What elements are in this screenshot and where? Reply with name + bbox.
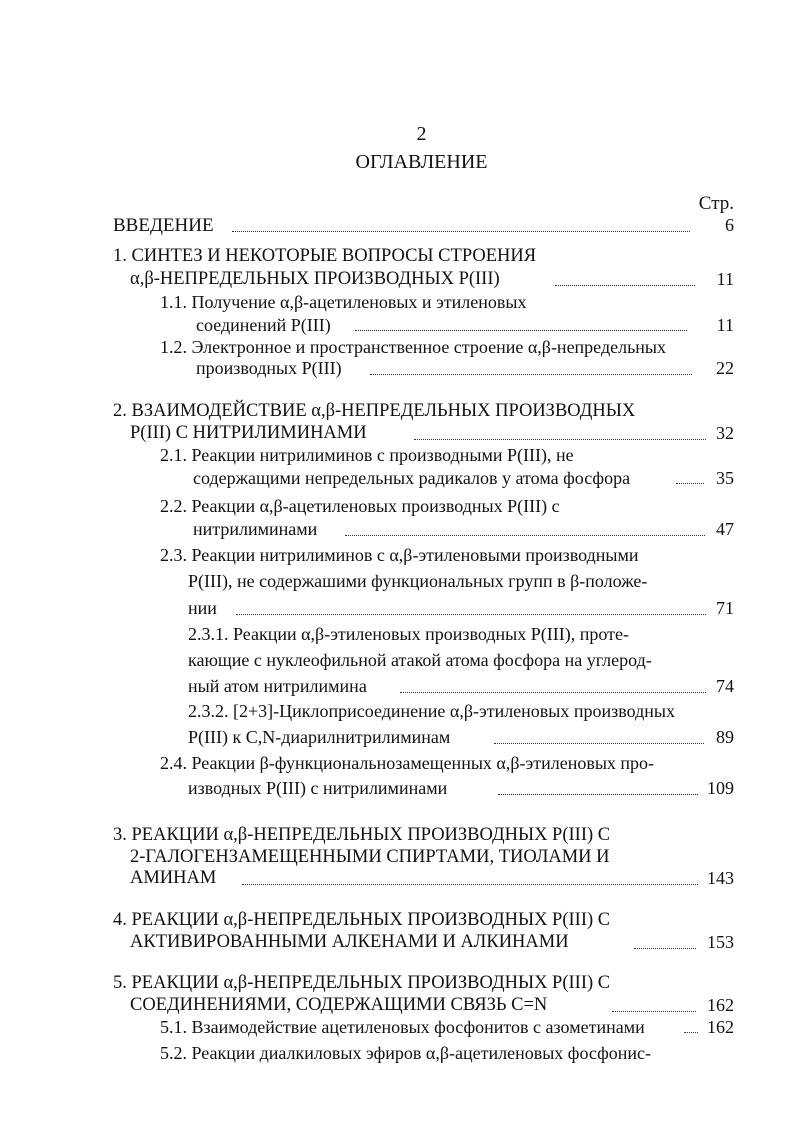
toc-s1-1-title: 1.1. Получение α,β-ацетиленовых и этиленовых xyxy=(160,292,527,312)
toc-s5-2-title: 5.2. Реакции диалкиловых эфиров α,β-ацетиленовых фосфонис- xyxy=(160,1043,652,1063)
toc-s2-3-title: 2.3. Реакции нитрилиминов с α,β-этиленовыми производными xyxy=(160,545,639,565)
toc-s3-title-cont: АМИНАМ xyxy=(130,868,217,888)
toc-s2-1-page: 35 xyxy=(716,468,734,488)
page-number: 2 xyxy=(416,123,427,145)
toc-s2-page: 32 xyxy=(716,423,734,443)
toc-s5-1-title: 5.1. Взаимодействие ацетиленовых фосфонитов с азометинами xyxy=(160,1017,645,1037)
toc-s2-3-2-title: 2.3.2. [2+3]-Циклоприсоединение α,β-этиленовых производных xyxy=(188,701,676,721)
toc-leader xyxy=(494,743,704,744)
toc-leader xyxy=(242,884,698,885)
toc-s4-page: 153 xyxy=(707,932,734,952)
toc-s2-1-title-cont: содержащими непредельных радикалов у атома фосфора xyxy=(193,468,631,488)
toc-s1-title-cont: α,β-НЕПРЕДЕЛЬНЫХ ПРОИЗВОДНЫХ P(III) xyxy=(130,269,500,289)
toc-s2-4-title-cont: изводных P(III) с нитрилиминами xyxy=(188,778,448,798)
toc-s5-1-page: 162 xyxy=(707,1017,734,1037)
toc-leader xyxy=(498,794,698,795)
toc-s2-3-1-title-cont: ный атом нитрилимина xyxy=(188,676,367,696)
toc-leader xyxy=(414,439,706,440)
toc-s2-2-title: 2.2. Реакции α,β-ацетиленовых производных P(III) с xyxy=(160,496,560,516)
toc-s2-3-1-title: 2.3.1. Реакции α,β-этиленовых производных P(III), проте- xyxy=(188,624,629,644)
toc-s1-1-page: 11 xyxy=(716,315,734,335)
toc-leader xyxy=(400,692,706,693)
toc-leader xyxy=(232,231,690,232)
toc-s2-3-2-page: 89 xyxy=(716,727,734,747)
toc-leader xyxy=(612,1011,696,1012)
toc-leader xyxy=(676,483,704,484)
toc-s1-2-title: 1.2. Электронное и пространственное строение α,β-непредельных xyxy=(160,337,667,357)
toc-s2-title: 2. ВЗАИМОДЕЙСТВИЕ α,β-НЕПРЕДЕЛЬНЫХ ПРОИЗВОДНЫХ xyxy=(113,401,636,421)
toc-intro-page: 6 xyxy=(725,215,734,235)
toc-s2-3-1-title-cont: кающие с нуклеофильной атакой атома фосфора на углерод- xyxy=(188,650,652,670)
toc-leader xyxy=(370,374,692,375)
page-title: ОГЛАВЛЕНИЕ xyxy=(355,151,488,173)
toc-s5-title: 5. РЕАКЦИИ α,β-НЕПРЕДЕЛЬНЫХ ПРОИЗВОДНЫХ P(III) С xyxy=(113,973,611,993)
toc-s2-4-title: 2.4. Реакции β-функциональнозамещенных α,β-этиленовых про- xyxy=(160,753,655,773)
toc-s2-2-page: 47 xyxy=(716,519,734,539)
toc-s3-page: 143 xyxy=(707,868,734,888)
toc-s2-2-title-cont: нитрилиминами xyxy=(193,519,318,539)
toc-s3-title: 3. РЕАКЦИИ α,β-НЕПРЕДЕЛЬНЫХ ПРОИЗВОДНЫХ P(III) С xyxy=(113,825,611,845)
toc-leader xyxy=(355,330,687,331)
toc-s2-3-title-cont: P(III), не содержашими функциональных групп в β-положе- xyxy=(188,571,648,591)
toc-s2-3-title-cont: нии xyxy=(188,598,217,618)
toc-leader xyxy=(634,948,696,949)
toc-s5-title-cont: СОЕДИНЕНИЯМИ, СОДЕРЖАЩИМИ СВЯЗЬ C=N xyxy=(130,995,548,1015)
toc-s2-title-cont: P(III) С НИТРИЛИМИНАМИ xyxy=(130,423,367,443)
toc-s2-3-2-title-cont: P(III) к C,N-диарилнитрилиминам xyxy=(188,727,451,747)
toc-s2-4-page: 109 xyxy=(707,778,734,798)
toc-s2-1-title: 2.1. Реакции нитрилиминов с производными P(III), не xyxy=(160,445,574,465)
toc-intro-title: ВВЕДЕНИЕ xyxy=(113,215,214,236)
toc-s2-3-page: 71 xyxy=(716,598,734,618)
toc-s4-title-cont: АКТИВИРОВАННЫМИ АЛКЕНАМИ И АЛКИНАМИ xyxy=(130,932,569,952)
page-column-header: Стр. xyxy=(698,193,734,214)
toc-leader xyxy=(555,285,695,286)
toc-leader xyxy=(345,535,705,536)
toc-s4-title: 4. РЕАКЦИИ α,β-НЕПРЕДЕЛЬНЫХ ПРОИЗВОДНЫХ P(III) С xyxy=(113,910,611,930)
toc-leader xyxy=(236,614,706,615)
toc-s1-2-title-cont: производных P(III) xyxy=(196,358,342,378)
toc-s5-page: 162 xyxy=(707,995,734,1015)
toc-leader xyxy=(684,1032,698,1033)
toc-s1-1-title-cont: соединений P(III) xyxy=(196,315,331,335)
toc-s2-3-1-page: 74 xyxy=(716,676,734,696)
toc-s1-page: 11 xyxy=(716,269,734,289)
toc-s3-title-cont: 2-ГАЛОГЕНЗАМЕЩЕННЫМИ СПИРТАМИ, ТИОЛАМИ И xyxy=(130,847,610,867)
toc-s1-2-page: 22 xyxy=(716,358,734,378)
toc-s1-title: 1. СИНТЕЗ И НЕКОТОРЫЕ ВОПРОСЫ СТРОЕНИЯ xyxy=(113,246,537,266)
